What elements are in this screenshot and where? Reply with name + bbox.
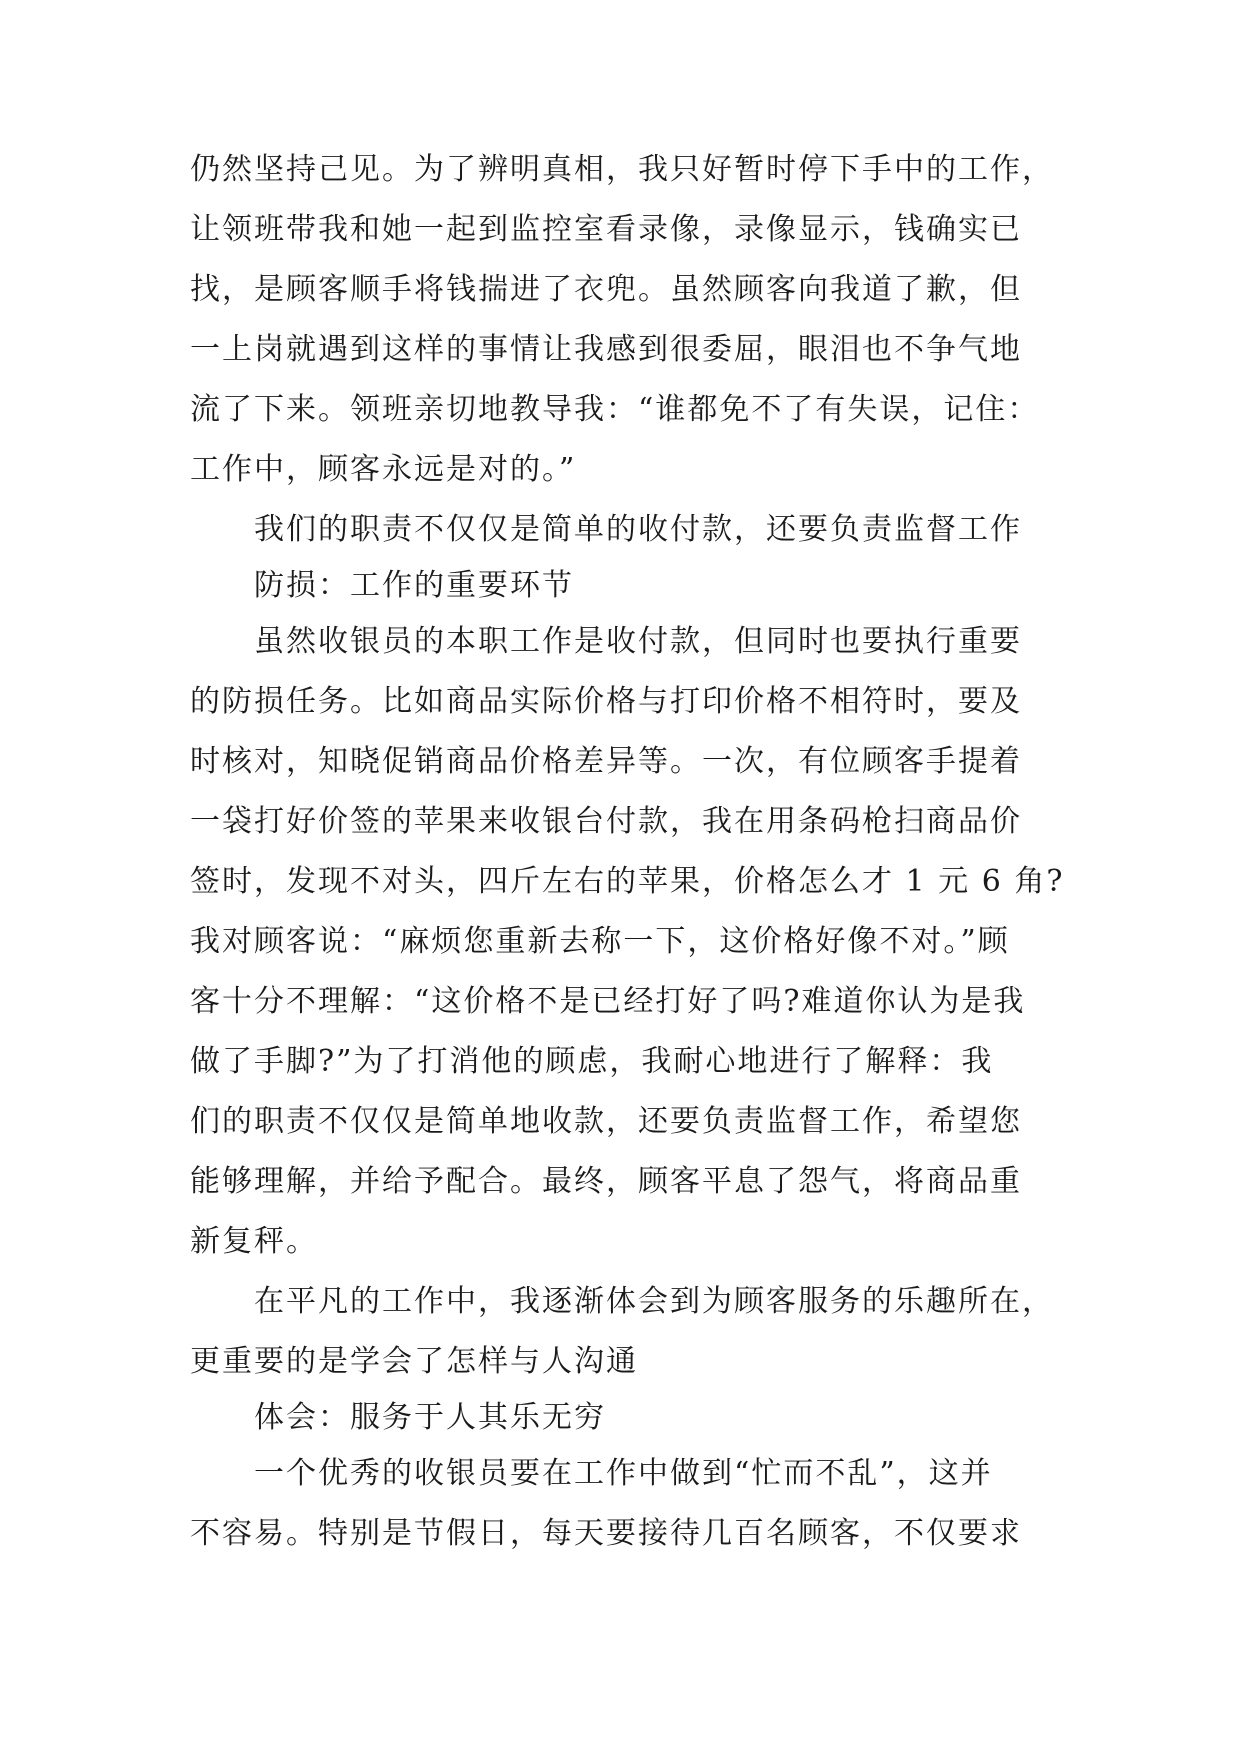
text-line: 们的职责不仅仅是简单地收款，还要负责监督工作，希望您: [190, 1104, 1022, 1139]
text-line: 在平凡的工作中，我逐渐体会到为顾客服务的乐趣所在，: [254, 1284, 1054, 1319]
text-line: 签时，发现不对头，四斤左右的苹果，价格怎么才 1 元 6 角?: [190, 864, 1065, 899]
text-line: 不容易。特别是节假日，每天要接待几百名顾客，不仅要求: [190, 1516, 1022, 1551]
document-body: [190, 140, 1070, 1564]
text-line: 一袋打好价签的苹果来收银台付款，我在用条码枪扫商品价: [190, 804, 1022, 839]
section-heading: [190, 1392, 1070, 1444]
text-line: 能够理解，并给予配合。最终，顾客平息了怨气，将商品重: [190, 1164, 1022, 1199]
heading-text: 防损：工作的重要环节: [254, 568, 574, 603]
text-line: 一上岗就遇到这样的事情让我感到很委屈，眼泪也不争气地: [190, 332, 1022, 367]
paragraph: [190, 500, 1070, 560]
text-line: 流了下来。领班亲切地教导我：“谁都免不了有失误，记住：: [190, 392, 1040, 427]
text-line: 找，是顾客顺手将钱揣进了衣兜。虽然顾客向我道了歉，但: [190, 272, 1022, 307]
text-line: 更重要的是学会了怎样与人沟通: [190, 1344, 638, 1379]
text-line: 客十分不理解：“这价格不是已经打好了吗?难道你认为是我: [190, 984, 1026, 1019]
text-line: 时核对，知晓促销商品价格差异等。一次，有位顾客手提着: [190, 744, 1022, 779]
text-line: 做了手脚?”为了打消他的顾虑，我耐心地进行了解释：我: [190, 1044, 994, 1079]
heading-text: 体会：服务于人其乐无穷: [254, 1400, 606, 1435]
text-line: 新复秤。: [190, 1224, 318, 1259]
text-line: 我们的职责不仅仅是简单的收付款，还要负责监督工作: [254, 512, 1022, 547]
text-line: 一个优秀的收银员要在工作中做到“忙而不乱”，这并: [254, 1456, 993, 1491]
paragraph: [190, 140, 1070, 500]
text-line: 工作中，顾客永远是对的。”: [190, 452, 577, 487]
paragraph: [190, 612, 1070, 1272]
section-heading: [190, 560, 1070, 612]
paragraph: [190, 1272, 1070, 1392]
text-line: 我对顾客说：“麻烦您重新去称一下，这价格好像不对。”顾: [190, 924, 1010, 959]
text-line: 的防损任务。比如商品实际价格与打印价格不相符时，要及: [190, 684, 1022, 719]
text-line: 虽然收银员的本职工作是收付款，但同时也要执行重要: [254, 624, 1022, 659]
text-line: 仍然坚持己见。为了辨明真相，我只好暂时停下手中的工作，: [190, 152, 1054, 187]
text-line: 让领班带我和她一起到监控室看录像，录像显示，钱确实已: [190, 212, 1022, 247]
paragraph: [190, 1444, 1070, 1564]
